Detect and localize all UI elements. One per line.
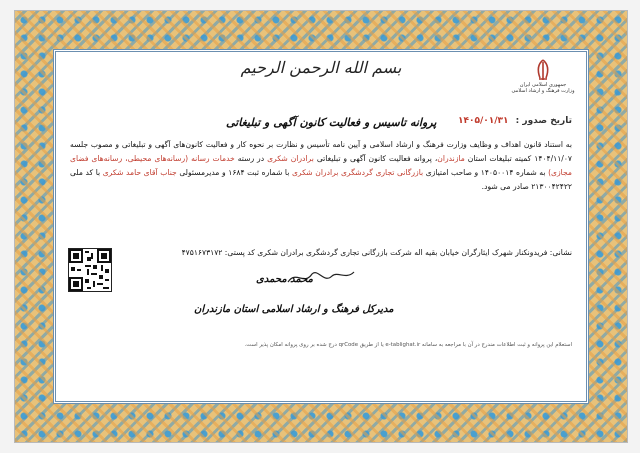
text-part-5: با شماره ثبت ۱۶۸۴ و مدیرمسئولی <box>179 168 290 177</box>
certificate-text <box>70 138 572 194</box>
qr-code-icon[interactable] <box>68 248 112 292</box>
text-part-6: با کد ملی ۲۱۳۰۰۴۲۴۲۲ صادر می شود. <box>70 168 572 191</box>
document-title: پروانه تاسیس و فعالیت کانون آگهی و تبلیغاتی <box>226 116 437 129</box>
issue-date <box>458 116 572 126</box>
manager-name: جناب آقای حامد شکری <box>102 168 177 177</box>
ministry-line-1: جمهوری اسلامی ایران <box>519 82 567 88</box>
address: نشانی: فریدونکنار شهرک ایثارگران خیابان بقیه اله شرکت بازرگانی تجاری گردشگری برادران شکری کد پستی: ۴۷۵۱۶۷۳۱۷۲ <box>181 248 572 257</box>
bismillah: بسم الله الرحمن الرحیم <box>240 58 402 77</box>
owner-company: بازرگانی تجاری گردشگری برادران شکری <box>291 168 424 177</box>
iran-emblem <box>508 58 578 94</box>
text-part-1: به استناد قانون اهداف و وظایف وزارت فرهنگ و ارشاد اسلامی و آیین نامه تأسیس و نظارت بر نحوه کار و فعالیت کانون‌های آگهی و تبلیغاتی و مصوب جلسه ۱۴۰۴/۱۱/۰۷ کمیته تبلیغات استان <box>70 140 572 163</box>
certificate-content <box>56 52 586 401</box>
text-part-2: ، پروانه فعالیت کانون آگهی و تبلیغاتی <box>316 154 438 163</box>
province-name: مازندران <box>437 154 465 163</box>
signatory-title: مدیرکل فرهنگ و ارشاد اسلامی استان مازندران <box>194 304 394 315</box>
ministry-line-2: وزارت فرهنگ و ارشاد اسلامی <box>511 88 575 94</box>
emblem-icon <box>532 58 554 82</box>
verification-footer: استعلام این پروانه و ثبت اطلاعات مندرج در آن با مراجعه به سامانه e-tablighat.ir یا از طریق qrCode درج شده بر روی پروانه امکان پذیر است. <box>244 342 572 348</box>
company-name: برادران شکری <box>267 154 314 163</box>
text-part-3: در رسته <box>237 154 265 163</box>
ornamental-frame <box>14 10 628 443</box>
issue-date-label: تاریخ صدور : <box>515 116 572 126</box>
signatory-name: محمد محمدی <box>256 274 313 285</box>
text-part-4: به شماره ۱۴۰۵۰۰۱۴ و صاحب امتیازی <box>425 168 546 177</box>
issue-date-value: ۱۴۰۵/۰۱/۳۱ <box>457 116 509 126</box>
certificate-body <box>53 49 589 404</box>
service-field: خدمات رسانه (رسانه‌های محیطی، رسانه‌های فضای مجازی) <box>70 154 572 177</box>
